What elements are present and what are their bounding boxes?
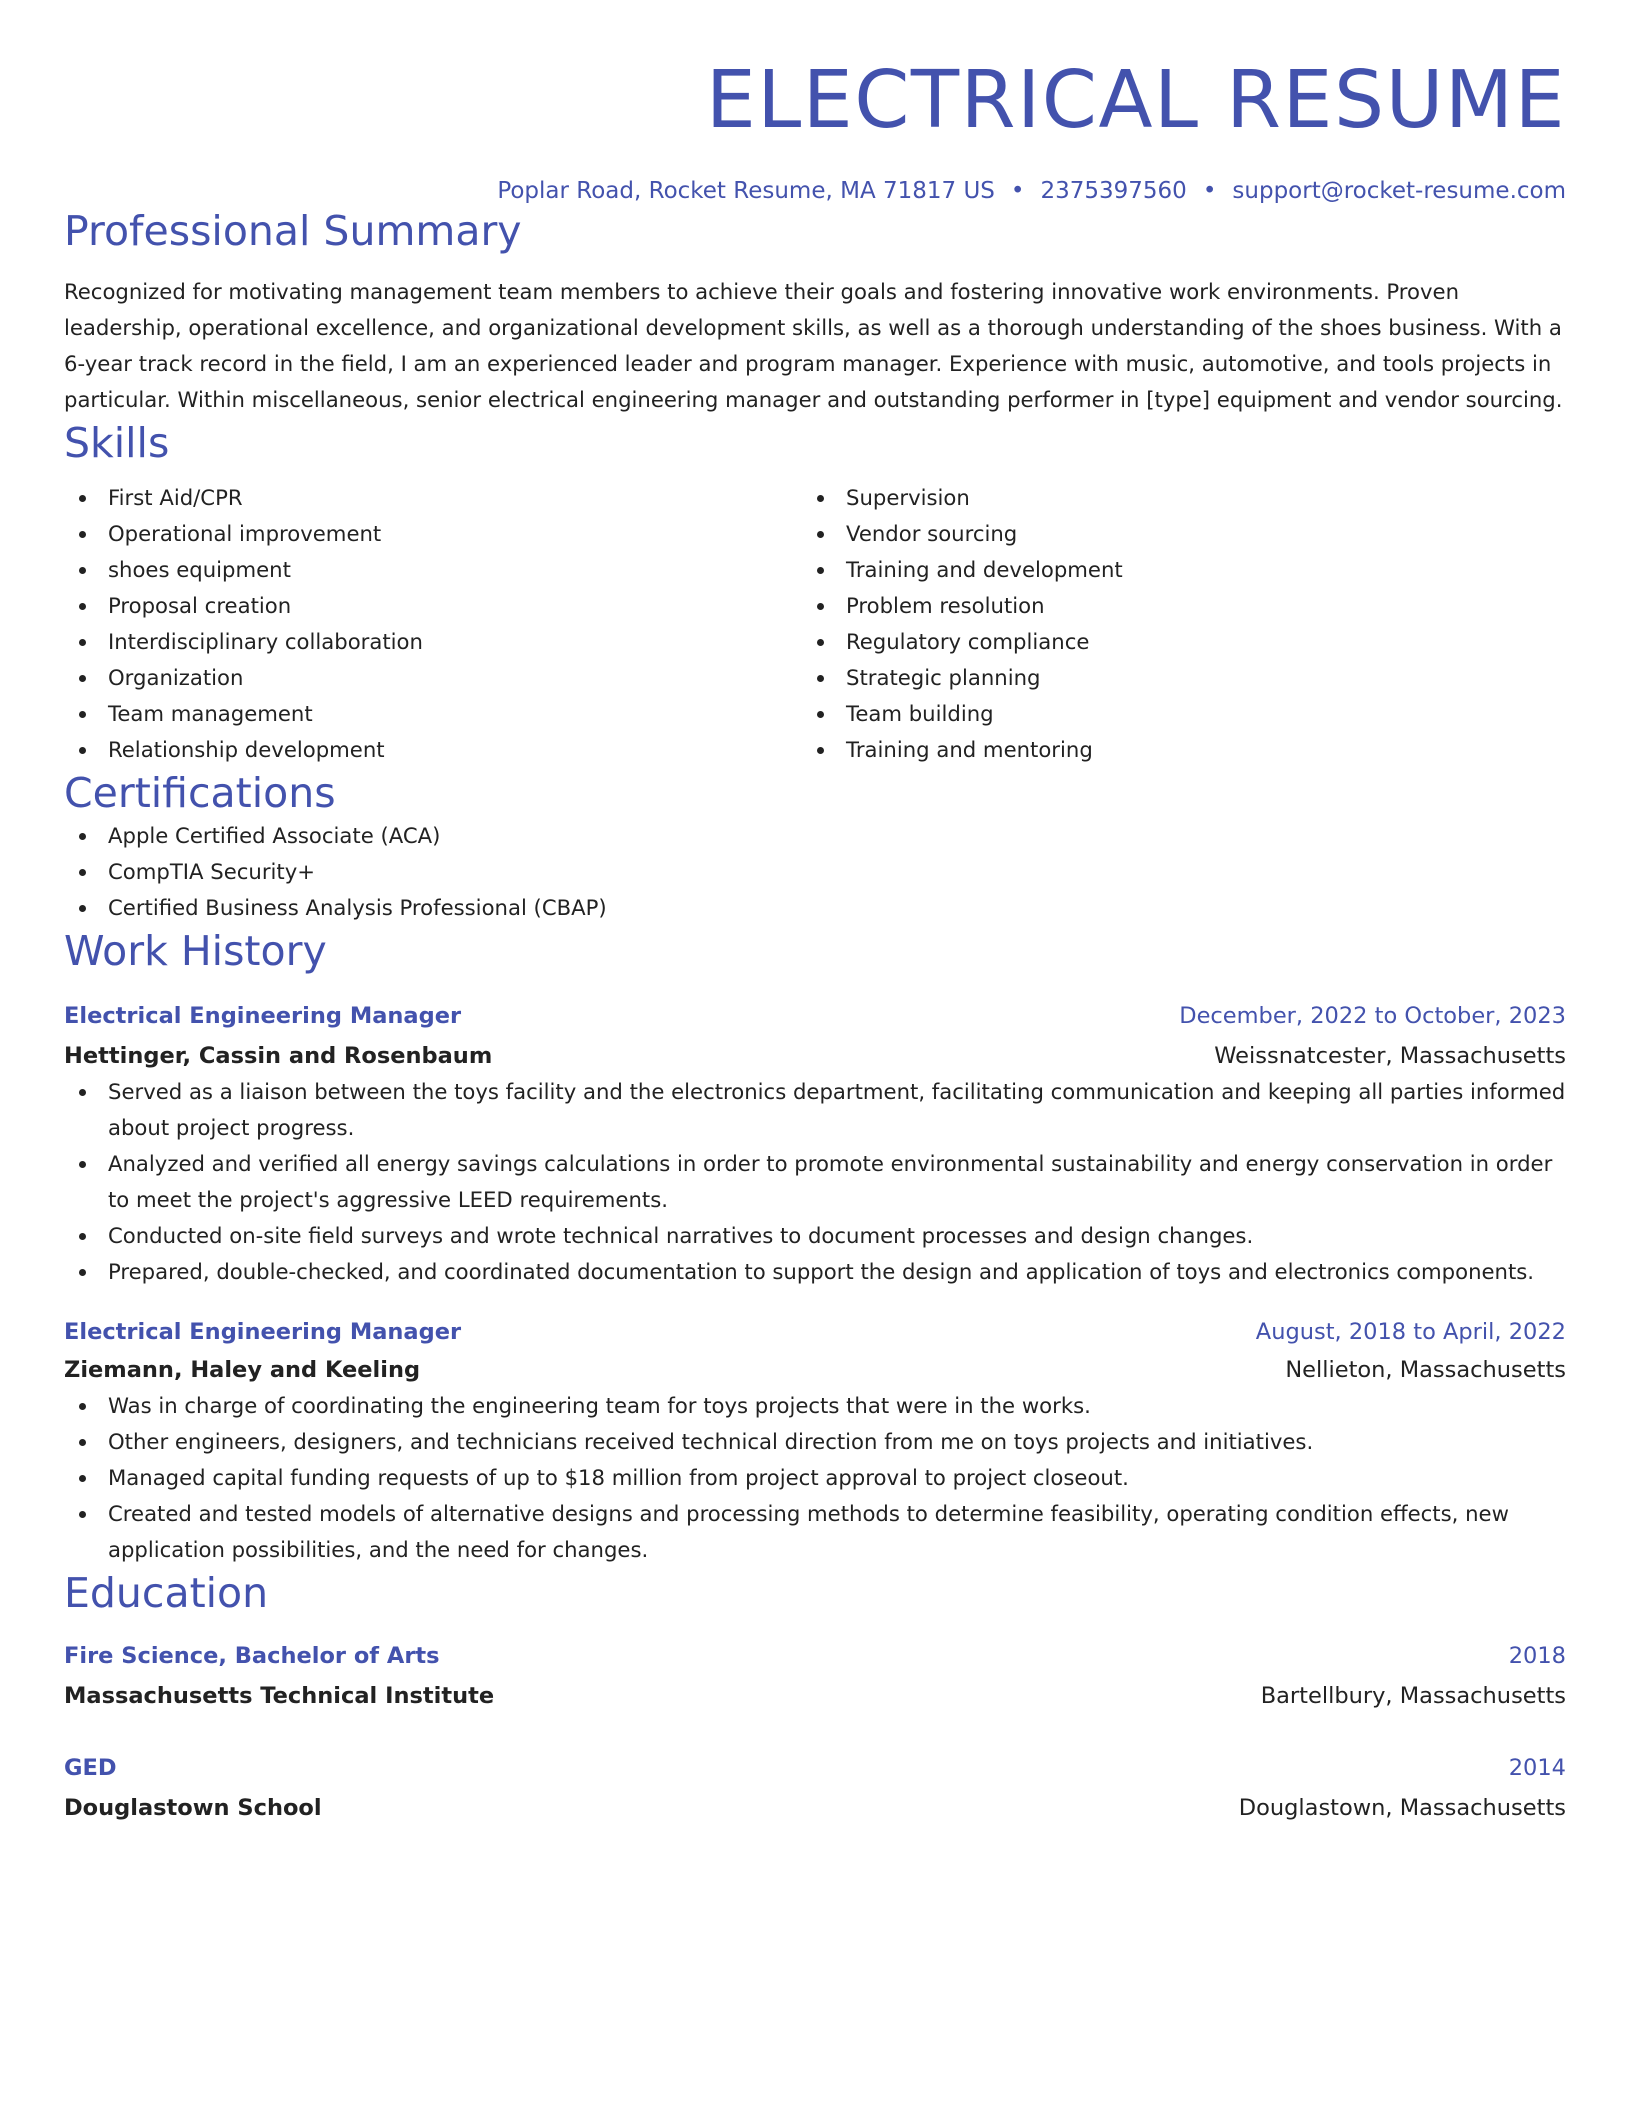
skill-item: Training and development	[802, 552, 1540, 588]
job-entry	[64, 1314, 1566, 1568]
job-bullet: Created and tested models of alternative designs and processing methods to determine feasibility, operating condition effects, new application possibilities, and the need for changes.	[64, 1496, 1566, 1568]
education-school-row	[64, 1790, 1566, 1826]
job-header-row	[64, 998, 1566, 1034]
job-bullet: Analyzed and verified all energy savings calculations in order to promote environmental sustainability and energy conservation in order to meet the project's aggressive LEED requirements.	[64, 1146, 1566, 1218]
contact-line	[64, 176, 1566, 206]
education-school: Massachusetts Technical Institute	[64, 1683, 495, 1709]
education-school-row	[64, 1678, 1566, 1714]
job-employer: Hettinger, Cassin and Rosenbaum	[64, 1043, 493, 1069]
education-year: 2014	[1508, 1755, 1566, 1781]
education-section	[64, 1568, 1566, 1826]
job-dates: December, 2022 to October, 2023	[1179, 1003, 1566, 1029]
skills-list-right	[802, 480, 1540, 768]
contact-address: Poplar Road, Rocket Resume, MA 71817 US	[497, 178, 995, 204]
contact-phone: 2375397560	[1040, 178, 1187, 204]
job-bullet: Was in charge of coordinating the engineering team for toys projects that were in the works.	[64, 1388, 1566, 1424]
education-header-row	[64, 1750, 1566, 1786]
contact-separator: •	[1202, 178, 1217, 204]
education-school: Douglastown School	[64, 1795, 322, 1821]
education-year: 2018	[1508, 1643, 1566, 1669]
skills-heading: Skills	[64, 419, 170, 467]
job-title: Electrical Engineering Manager	[64, 1003, 462, 1029]
summary-heading: Professional Summary	[64, 207, 522, 255]
job-bullets	[64, 1074, 1566, 1290]
job-employer-row	[64, 1352, 1566, 1388]
skills-list-left	[64, 480, 802, 768]
job-header-row	[64, 1314, 1566, 1350]
summary-section	[64, 206, 1566, 418]
certifications-section	[64, 768, 1566, 926]
education-heading: Education	[64, 1569, 269, 1617]
job-bullet: Prepared, double-checked, and coordinated documentation to support the design and application of toys and electronics components.	[64, 1254, 1566, 1290]
education-location: Douglastown, Massachusetts	[1238, 1795, 1566, 1821]
job-bullet: Conducted on-site field surveys and wrote technical narratives to document processes and design changes.	[64, 1218, 1566, 1254]
certifications-heading: Certifications	[64, 769, 336, 817]
skills-columns	[64, 480, 1566, 768]
skill-item: Team management	[64, 696, 802, 732]
resume-header	[64, 52, 1566, 206]
skill-item: shoes equipment	[64, 552, 802, 588]
job-bullet: Other engineers, designers, and technicians received technical direction from me on toys projects and initiatives.	[64, 1424, 1566, 1460]
skill-item: Strategic planning	[802, 660, 1540, 696]
contact-email: support@rocket-resume.com	[1232, 178, 1566, 204]
skill-item: Operational improvement	[64, 516, 802, 552]
job-dates: August, 2018 to April, 2022	[1255, 1319, 1566, 1345]
work-history-heading: Work History	[64, 927, 327, 975]
summary-text: Recognized for motivating management team members to achieve their goals and fostering innovative work environments. Proven leadership, operational excellence, and organizational development skills, as well as a thorough understanding of the shoes business. With a 6-year track record in the field, I am an experienced leader and program manager. Experience with music, automotive, and tools projects in particular. Within miscellaneous, senior electrical engineering manager and outstanding performer in [type] equipment and vendor sourcing.	[64, 279, 1563, 412]
skill-item: Problem resolution	[802, 588, 1540, 624]
skill-item: First Aid/CPR	[64, 480, 802, 516]
job-entry	[64, 998, 1566, 1290]
skills-section	[64, 418, 1566, 768]
education-entry	[64, 1750, 1566, 1826]
skill-item: Vendor sourcing	[802, 516, 1540, 552]
job-bullets	[64, 1388, 1566, 1568]
certification-item: Certified Business Analysis Professional (CBAP)	[64, 890, 1566, 926]
job-location: Nellieton, Massachusetts	[1285, 1357, 1566, 1383]
skill-item: Interdisciplinary collaboration	[64, 624, 802, 660]
job-bullet: Served as a liaison between the toys facility and the electronics department, facilitating communication and keeping all parties informed about project progress.	[64, 1074, 1566, 1146]
skill-item: Regulatory compliance	[802, 624, 1540, 660]
skill-item: Relationship development	[64, 732, 802, 768]
job-bullet: Managed capital funding requests of up to $18 million from project approval to project closeout.	[64, 1460, 1566, 1496]
skill-item: Team building	[802, 696, 1540, 732]
certification-item: CompTIA Security+	[64, 854, 1566, 890]
job-location: Weissnatcester, Massachusetts	[1214, 1043, 1566, 1069]
certifications-list	[64, 818, 1566, 926]
education-entry	[64, 1638, 1566, 1714]
skill-item: Organization	[64, 660, 802, 696]
education-location: Bartellbury, Massachusetts	[1260, 1683, 1566, 1709]
job-employer-row	[64, 1038, 1566, 1074]
certification-item: Apple Certified Associate (ACA)	[64, 818, 1566, 854]
resume-name: ELECTRICAL RESUME	[705, 54, 1566, 146]
education-degree: Fire Science, Bachelor of Arts	[64, 1643, 440, 1669]
education-degree: GED	[64, 1755, 117, 1781]
work-history-section	[64, 926, 1566, 1568]
skill-item: Proposal creation	[64, 588, 802, 624]
job-title: Electrical Engineering Manager	[64, 1319, 462, 1345]
skill-item: Training and mentoring	[802, 732, 1540, 768]
contact-separator: •	[1010, 178, 1025, 204]
education-header-row	[64, 1638, 1566, 1674]
job-employer: Ziemann, Haley and Keeling	[64, 1357, 421, 1383]
skill-item: Supervision	[802, 480, 1540, 516]
